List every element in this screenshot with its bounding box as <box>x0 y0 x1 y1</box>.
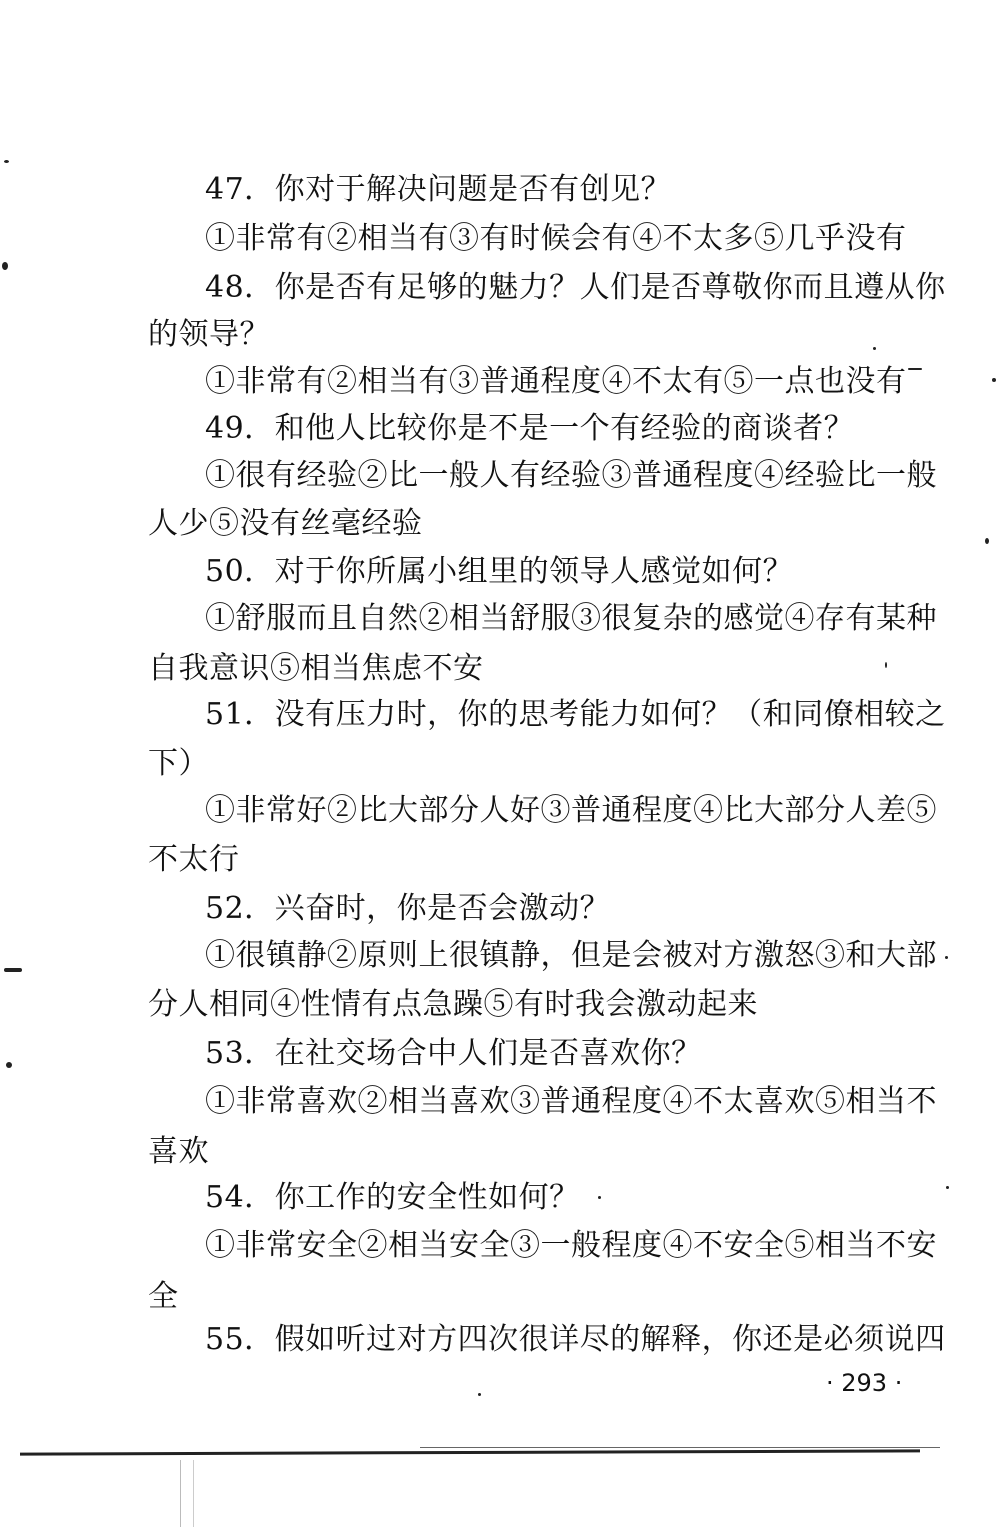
options-54-cont: 全 <box>148 1279 179 1314</box>
scan-speck <box>945 956 948 959</box>
options-52-cont: 分人相同④性情有点急躁⑤有时我会激动起来 <box>148 987 758 1022</box>
scan-speck <box>598 1196 601 1199</box>
bottom-rule <box>20 1449 920 1455</box>
scan-speck <box>873 347 876 350</box>
question-55: 55．假如听过对方四次很详尽的解释，你还是必须说四 <box>205 1322 946 1357</box>
question-53: 53．在社交场合中人们是否喜欢你？ <box>205 1036 702 1071</box>
options-50-cont: 自我意识⑤相当焦虑不安 <box>148 651 484 686</box>
scan-speck <box>2 262 8 270</box>
scan-speck <box>885 662 887 668</box>
options-48: ①非常有②相当有③普通程度④不太有⑤一点也没有 <box>205 364 907 399</box>
scan-speck <box>985 538 989 544</box>
scan-speck <box>992 378 996 382</box>
question-52: 52．兴奋时，你是否会激动？ <box>205 891 611 926</box>
options-53: ①非常喜欢②相当喜欢③普通程度④不太喜欢⑤相当不 <box>205 1084 937 1119</box>
question-54: 54．你工作的安全性如何？ <box>205 1180 580 1215</box>
options-50: ①舒服而且自然②相当舒服③很复杂的感觉④存有某种 <box>205 601 937 636</box>
scan-speck <box>908 368 922 370</box>
question-48: 48．你是否有足够的魅力？人们是否尊敬你而且遵从你 <box>205 270 946 305</box>
options-51: ①非常好②比大部分人好③普通程度④比大部分人差⑤ <box>205 793 937 828</box>
scan-speck <box>4 160 9 163</box>
question-49: 49．和他人比较你是不是一个有经验的商谈者？ <box>205 411 855 446</box>
question-48-cont: 的领导？ <box>148 317 270 352</box>
options-52: ①很镇静②原则上很镇静，但是会被对方激怒③和大部 <box>205 938 937 973</box>
scan-speck <box>478 1393 481 1396</box>
question-51-cont: 下） <box>148 746 209 781</box>
question-50: 50．对于你所属小组里的领导人感觉如何？ <box>205 554 794 589</box>
question-47: 47．你对于解决问题是否有创见？ <box>205 172 672 207</box>
question-51: 51．没有压力时，你的思考能力如何？（和同僚相较之 <box>205 697 946 732</box>
binding-mark <box>180 1460 194 1527</box>
options-49: ①很有经验②比一般人有经验③普通程度④经验比一般 <box>205 458 937 493</box>
scan-speck <box>946 1186 949 1189</box>
options-47: ①非常有②相当有③有时候会有④不太多⑤几乎没有 <box>205 221 907 256</box>
options-51-cont: 不太行 <box>148 842 240 877</box>
options-49-cont: 人少⑤没有丝毫经验 <box>148 506 423 541</box>
options-54: ①非常安全②相当安全③一般程度④不安全⑤相当不安 <box>205 1228 937 1263</box>
scan-speck <box>6 1062 12 1068</box>
page-number: · 293 · <box>826 1369 903 1397</box>
options-53-cont: 喜欢 <box>148 1134 209 1169</box>
scan-speck <box>4 968 22 972</box>
bottom-rule-thin <box>420 1447 940 1448</box>
